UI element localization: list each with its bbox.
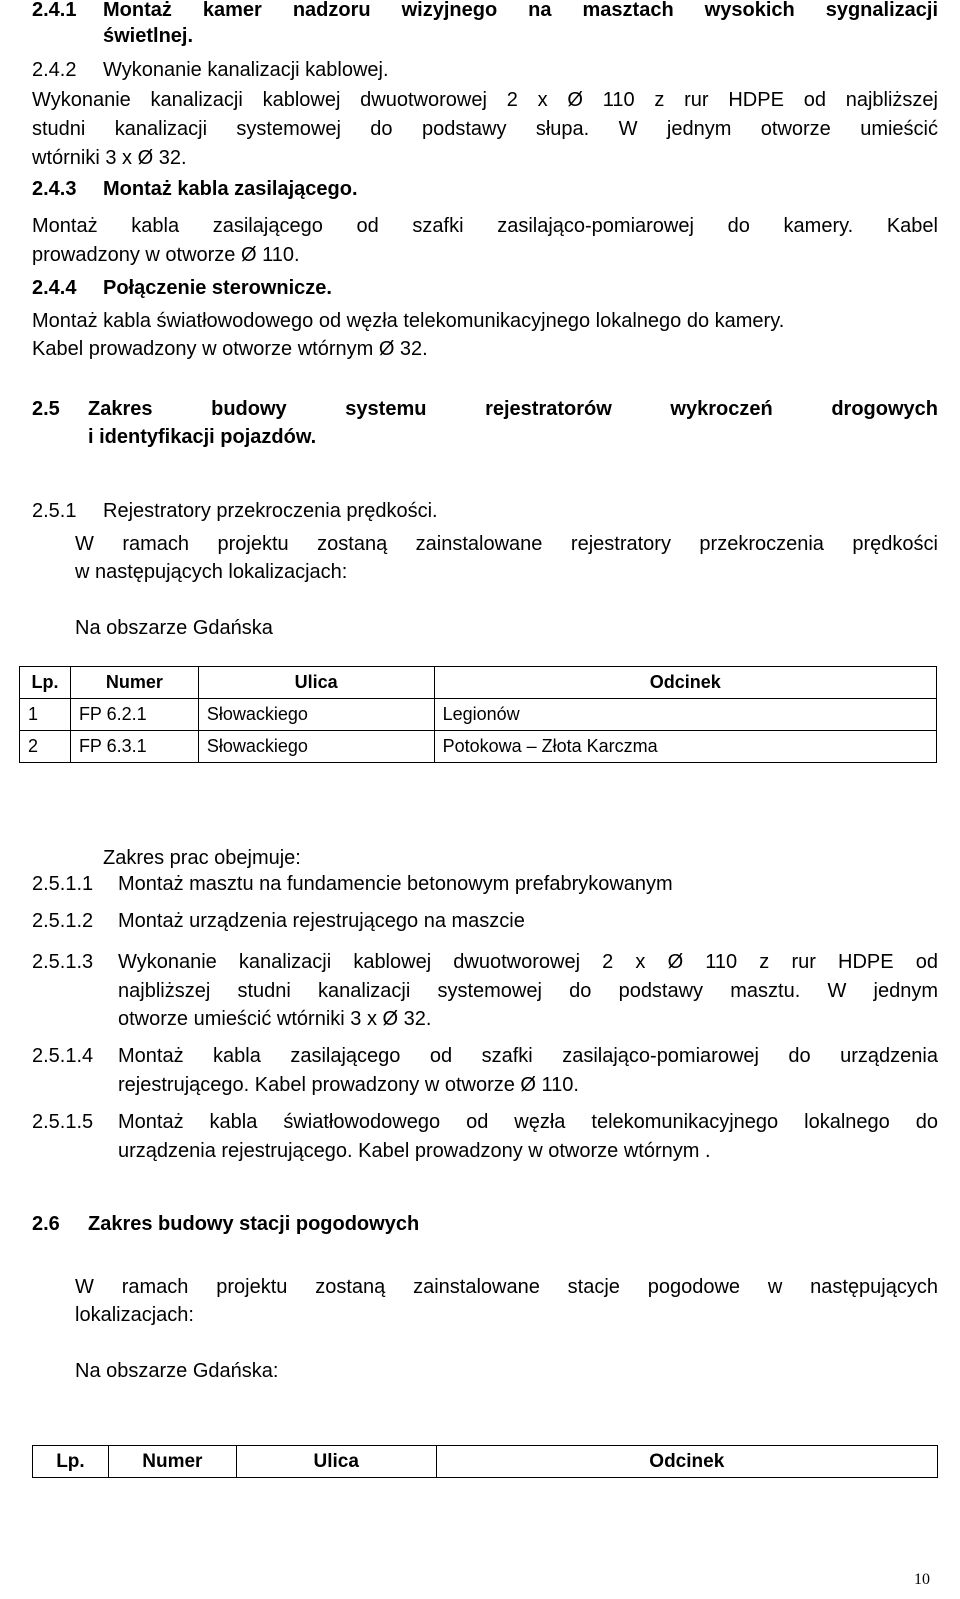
heading-2-5-1-num: 2.5.1 <box>32 500 77 522</box>
paragraph-2-4-3-line2: prowadzony w otworze Ø 110. <box>32 244 300 266</box>
paragraph-2-4-4-line1: Montaż kabla światłowodowego od węzła telekomunikacyjnego lokalnego do kamery. <box>32 310 785 332</box>
column-header-numer: Numer <box>70 667 198 699</box>
heading-2-6-title: Zakres budowy stacji pogodowych <box>88 1213 420 1235</box>
paragraph-2-5-1-line1: W ramach projektu zostaną zainstalowane rejestratory przekroczenia prędkości <box>75 533 938 555</box>
table-header-row <box>33 1446 938 1478</box>
heading-2-4-2-num: 2.4.2 <box>32 59 77 81</box>
column-header-lp: Lp. <box>33 1446 109 1478</box>
paragraph-2-4-4-line2: Kabel prowadzony w otworze wtórnym Ø 32. <box>32 338 428 360</box>
scope-label: Zakres prac obejmuje: <box>103 847 301 869</box>
heading-2-4-1-line1: Montaż kamer nadzoru wizyjnego na masztach wysokich sygnalizacji <box>103 0 938 21</box>
table-cell: FP 6.2.1 <box>70 699 198 731</box>
heading-2-5-1-title: Rejestratory przekroczenia prędkości. <box>103 500 438 522</box>
table-header-row <box>20 667 937 699</box>
heading-2-4-2-title: Wykonanie kanalizacji kablowej. <box>103 59 389 81</box>
scope-item-text: Montaż kabla światłowodowego od węzła telekomunikacyjnego lokalnego do <box>118 1111 938 1133</box>
column-header-ulica: Ulica <box>198 667 434 699</box>
paragraph-2-5-1-line2: w następujących lokalizacjach: <box>75 561 348 583</box>
scope-item-text: urządzenia rejestrującego. Kabel prowadzony w otworze wtórnym . <box>118 1140 711 1162</box>
table-cell: Słowackiego <box>198 699 434 731</box>
heading-2-5-line1: Zakres budowy systemu rejestratorów wykroczeń drogowych <box>88 398 938 420</box>
paragraph-2-6-line1: W ramach projektu zostaną zainstalowane stacje pogodowe w następujących <box>75 1276 938 1298</box>
heading-2-4-4-num: 2.4.4 <box>32 277 77 299</box>
table-row <box>20 731 937 763</box>
scope-item-text: najbliższej studni kanalizacji systemowej do podstawy masztu. W jednym <box>118 980 938 1002</box>
scope-item-num: 2.5.1.1 <box>32 873 94 895</box>
scope-item-text: otworze umieścić wtórniki 3 x Ø 32. <box>118 1008 432 1030</box>
heading-2-5-num: 2.5 <box>32 398 60 420</box>
page-number: 10 <box>914 1571 930 1588</box>
paragraph-2-4-2-line2: studni kanalizacji systemowej do podstawy słupa. W jednym otworze umieścić <box>32 118 938 140</box>
weather-stations-table <box>32 1445 938 1478</box>
heading-2-5-line2: i identyfikacji pojazdów. <box>88 426 317 448</box>
paragraph-2-4-2-line1: Wykonanie kanalizacji kablowej dwuotworowej 2 x Ø 110 z rur HDPE od najbliższej <box>32 89 938 111</box>
table-cell: FP 6.3.1 <box>70 731 198 763</box>
column-header-odcinek: Odcinek <box>436 1446 937 1478</box>
paragraph-2-6-line2: lokalizacjach: <box>75 1304 194 1326</box>
scope-item-num: 2.5.1.3 <box>32 951 94 973</box>
heading-2-4-3-num: 2.4.3 <box>32 178 77 200</box>
table-cell: Legionów <box>434 699 936 731</box>
paragraph-2-4-3-line1: Montaż kabla zasilającego od szafki zasilająco-pomiarowej do kamery. Kabel <box>32 215 938 237</box>
table-cell: Słowackiego <box>198 731 434 763</box>
scope-item-num: 2.5.1.4 <box>32 1045 94 1067</box>
paragraph-2-4-2-line3: wtórniki 3 x Ø 32. <box>32 147 187 169</box>
heading-2-4-1-num: 2.4.1 <box>32 0 77 21</box>
heading-2-4-4-title: Połączenie sterownicze. <box>103 277 332 299</box>
table-cell: 2 <box>20 731 71 763</box>
column-header-numer: Numer <box>108 1446 236 1478</box>
heading-2-6-num: 2.6 <box>32 1213 60 1235</box>
locations-table <box>19 666 937 763</box>
area-label-gdansk-2: Na obszarze Gdańska: <box>75 1360 279 1382</box>
scope-item-text: Montaż urządzenia rejestrującego na maszcie <box>118 910 525 932</box>
scope-item-text: rejestrującego. Kabel prowadzony w otworze Ø 110. <box>118 1074 579 1096</box>
heading-2-4-3-title: Montaż kabla zasilającego. <box>103 178 358 200</box>
scope-item-text: Montaż kabla zasilającego od szafki zasilająco-pomiarowej do urządzenia <box>118 1045 938 1067</box>
heading-2-4-1-line2: świetlnej. <box>103 25 194 47</box>
table-cell: 1 <box>20 699 71 731</box>
table-row <box>20 699 937 731</box>
column-header-lp: Lp. <box>20 667 71 699</box>
scope-item-num: 2.5.1.2 <box>32 910 94 932</box>
column-header-odcinek: Odcinek <box>434 667 936 699</box>
table-cell: Potokowa – Złota Karczma <box>434 731 936 763</box>
column-header-ulica: Ulica <box>236 1446 436 1478</box>
scope-item-num: 2.5.1.5 <box>32 1111 94 1133</box>
scope-item-text: Montaż masztu na fundamencie betonowym prefabrykowanym <box>118 873 673 895</box>
area-label-gdansk: Na obszarze Gdańska <box>75 617 273 639</box>
scope-item-text: Wykonanie kanalizacji kablowej dwuotworowej 2 x Ø 110 z rur HDPE od <box>118 951 938 973</box>
